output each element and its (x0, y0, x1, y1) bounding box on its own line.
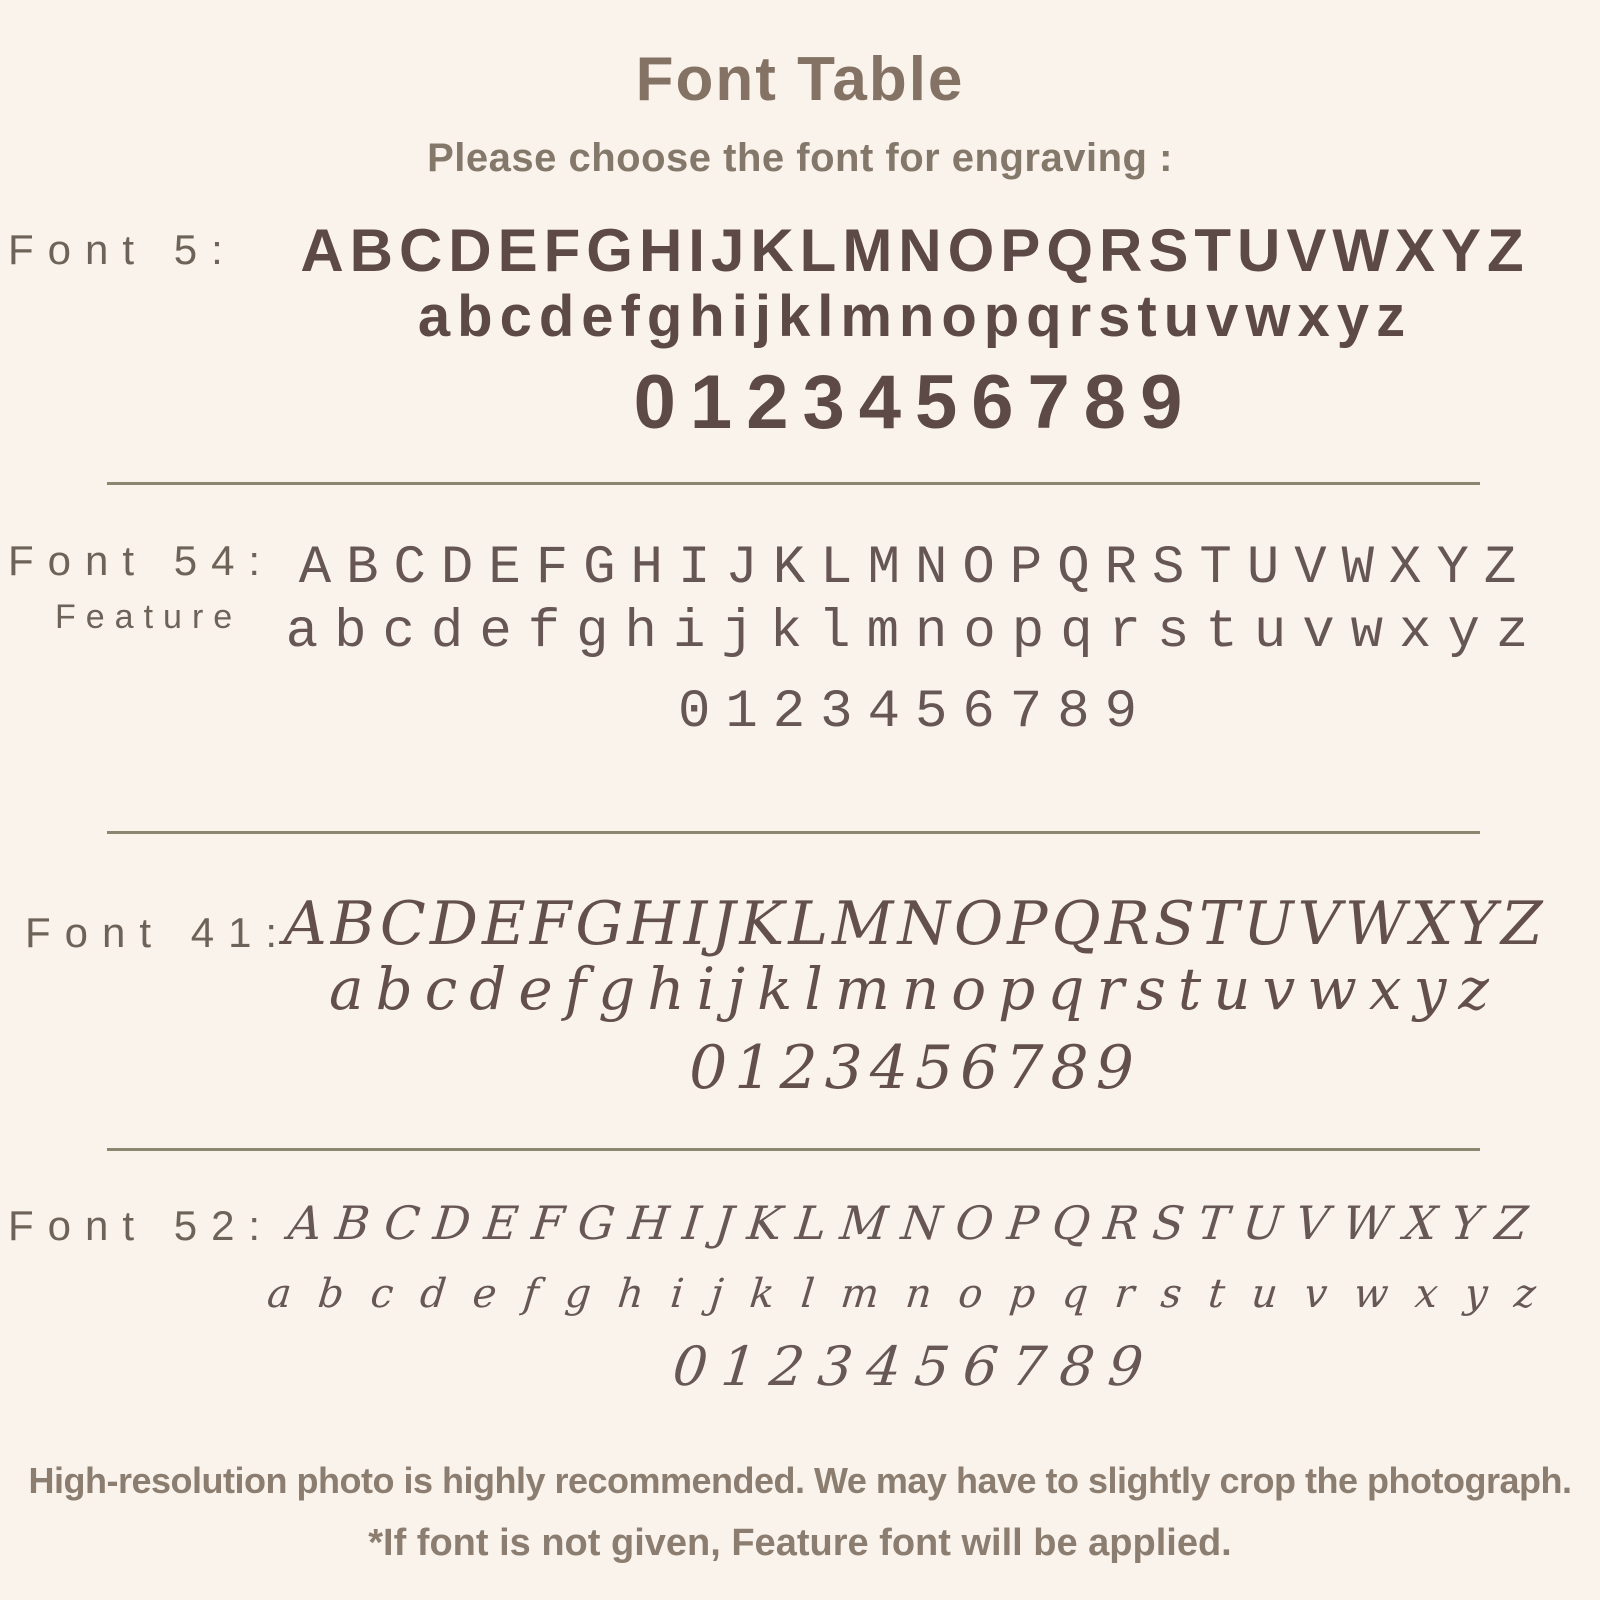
font-41-label: Font 41: (25, 909, 292, 956)
section-divider (107, 482, 1480, 485)
footer-note-resolution: High-resolution photo is highly recommended. We may have to slightly crop the photograph. (28, 1460, 1572, 1501)
font-41-uppercase-row: ABCDEFGHIJKLMNOPQRSTUVWXYZ (283, 889, 1547, 959)
page-title: Font Table (635, 45, 965, 114)
font-54-uppercase-row: ABCDEFGHIJKLMNOPQRSTUVWXYZ (298, 538, 1532, 599)
footer-note-default-font: *If font is not given, Feature font will be applied. (368, 1522, 1232, 1564)
font-54-label: Font 54: (8, 537, 275, 584)
font-5-lowercase-row: abcdefghijklmnopqrstuvwxyz (417, 284, 1413, 349)
page-subtitle: Please choose the font for engraving : (427, 136, 1173, 180)
font-54-numbers-row: 0123456789 (677, 682, 1153, 743)
font-52-label: Font 52: (8, 1202, 275, 1249)
font-52-numbers-row: 0123456789 (669, 1335, 1161, 1398)
font-54-feature-sublabel: Feature (55, 598, 243, 636)
font-54-lowercase-row: abcdefghijklmnopqrstuvwxyz (285, 602, 1545, 663)
font-5-numbers-row: 0123456789 (633, 360, 1197, 445)
font-41-numbers-row: 0123456789 (689, 1033, 1141, 1103)
font-41-lowercase-row: abcdefghijklmnopqrstuvwxyz (329, 955, 1501, 1023)
section-divider (107, 831, 1480, 834)
font-52-uppercase-row: ABCDEFGHIJKLMNOPQRSTUVWXYZ (285, 1196, 1545, 1250)
font-5-label: Font 5: (8, 226, 237, 273)
font-5-uppercase-row: ABCDEFGHIJKLMNOPQRSTUVWXYZ (300, 217, 1530, 284)
font-52-lowercase-row: abcdefghijklmnopqrstuvwxyz (265, 1271, 1565, 1317)
section-divider (107, 1148, 1480, 1151)
